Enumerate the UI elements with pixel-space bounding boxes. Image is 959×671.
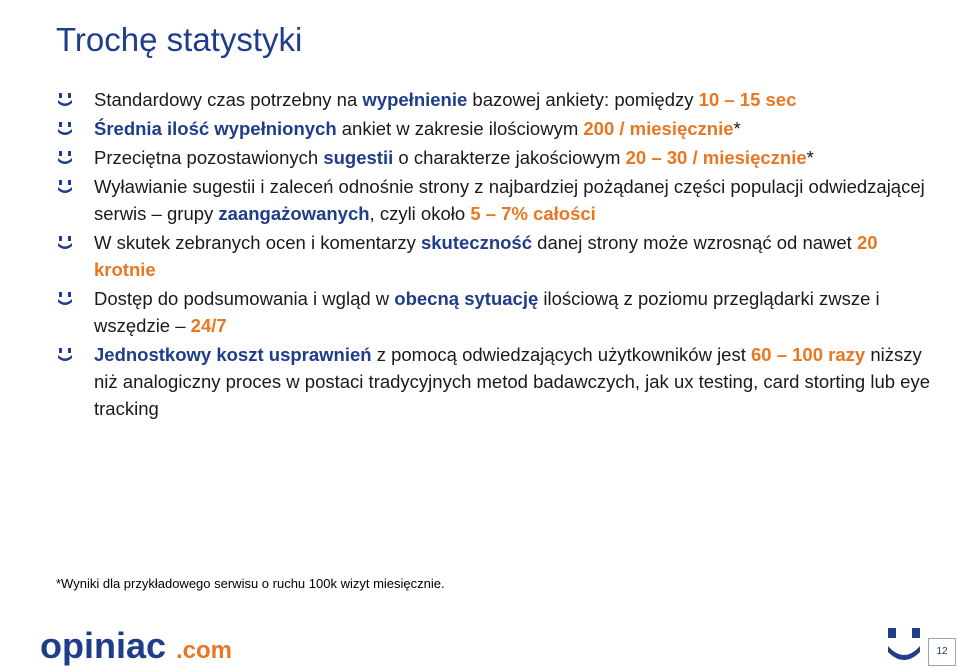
bullet-text: 10 – 15 sec — [698, 89, 797, 110]
bullet-text: sugestii — [323, 147, 394, 168]
footnote: *Wyniki dla przykładowego serwisu o ruchu 100k wizyt miesięcznie. — [56, 576, 445, 591]
bullet-text: zaangażowanych — [218, 203, 370, 224]
bullet-item — [56, 144, 936, 171]
logo-suffix: .com — [176, 637, 233, 664]
bullet-text: Wyławianie sugestii i zaleceń odnośnie strony z najbardziej pożądanej części populacji odwiedzającej serwis – grupy — [94, 176, 925, 224]
bullet-text: W skutek zebranych ocen i komentarzy — [94, 232, 421, 253]
bullet-text: ilościową z poziomu przeglądarki zwsze i wszędzie – — [94, 288, 880, 336]
bullet-text: Dostęp do podsumowania i wgląd w — [94, 288, 395, 309]
bullet-text: bazowej ankiety: pomiędzy — [467, 89, 699, 110]
bullet-text: niższy niż analogiczny proces w postaci tradycyjnych metod badawczych, jak ux testing, card storting lub eye tracking — [94, 344, 930, 419]
bullet-text: skuteczność — [420, 232, 533, 253]
bullet-item — [56, 115, 936, 142]
bullet-list — [56, 86, 936, 424]
bullet-text: Standardowy czas potrzebny na — [94, 89, 363, 110]
bullet-item — [56, 86, 936, 113]
smiley-bullet-icon — [58, 93, 72, 106]
bullet-text: , czyli około — [369, 203, 471, 224]
bullet-text: obecną sytuację — [394, 288, 539, 309]
bullet-text: * — [806, 147, 814, 168]
page-number: 12 — [928, 638, 956, 666]
bullet-item — [56, 285, 936, 339]
smiley-bullet-icon — [58, 292, 72, 305]
bullet-text: o charakterze jakościowym — [393, 147, 626, 168]
smiley-bullet-icon — [58, 348, 72, 361]
bullet-item — [56, 229, 936, 283]
opiniac-logo — [40, 624, 240, 670]
bullet-text: 24/7 — [190, 315, 227, 336]
smiley-bullet-icon — [58, 151, 72, 164]
bullet-text: wypełnienie — [362, 89, 468, 110]
smiley-bullet-icon — [58, 180, 72, 193]
bullet-text: 5 – 7% całości — [470, 203, 596, 224]
bullet-item — [56, 341, 936, 422]
bullet-item — [56, 173, 936, 227]
bullet-text: * — [733, 118, 741, 139]
bullet-text: danej strony może wzrosnąć od nawet — [532, 232, 857, 253]
bullet-text: Jednostkowy koszt usprawnień — [94, 344, 372, 365]
bullet-text: 20 – 30 / miesięcznie — [625, 147, 807, 168]
bullet-text: ankiet w zakresie ilościowym — [336, 118, 584, 139]
bullet-text: Średnia ilość wypełnionych — [94, 118, 337, 139]
smiley-bullet-icon — [58, 122, 72, 135]
bullet-text: z pomocą odwiedzających użytkowników jest — [371, 344, 751, 365]
smiley-face-icon — [885, 624, 923, 664]
bullet-text: 60 – 100 razy — [751, 344, 866, 365]
bullet-text: 20 krotnie — [94, 232, 878, 280]
logo-name: opiniac — [40, 625, 167, 666]
bullet-text: 200 / miesięcznie — [583, 118, 734, 139]
bullet-text: Przeciętna pozostawionych — [94, 147, 324, 168]
smiley-bullet-icon — [58, 236, 72, 249]
slide-title: Trochę statystyki — [56, 21, 303, 59]
